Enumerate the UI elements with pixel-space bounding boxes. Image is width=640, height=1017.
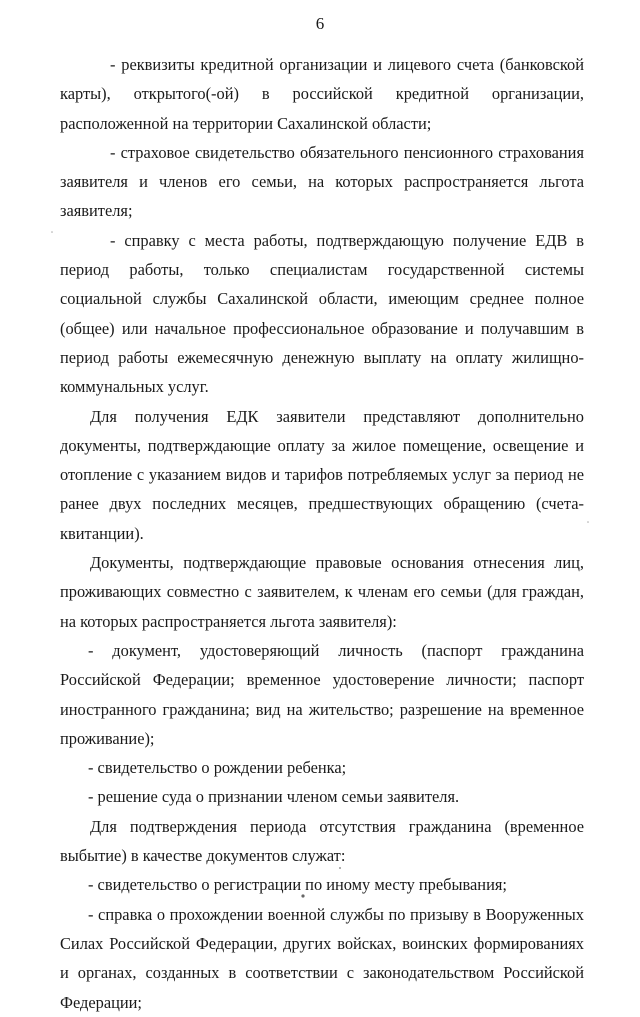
paragraph: - справка о прохождении военной службы по призыву в Вооруженных Силах Российской Федерации, других войсках, воинских формированиях и органах, созданных в соответствии с законодательством Российской Федерации; <box>60 904 584 1012</box>
paragraph: - реквизиты кредитной организации и лицевого счета (банковской карты), открытого(-ой) в российской кредитной организации, расположенной на территории Сахалинской области; <box>60 55 584 133</box>
paragraph: - документ, удостоверяющий личность (паспорт гражданина Российской Федерации; временное удостоверение личности; паспорт иностранного гражданина; вид на жительство; разрешение на временное проживание); <box>60 640 584 748</box>
paragraph: - свидетельство о регистрации по иному месту пребывания; <box>88 875 507 895</box>
paragraph: Документы, подтверждающие правовые основания отнесения лиц, проживающих совместно с заявителем, к членам его семьи (для граждан, на которых распространяется льгота заявителя): <box>60 553 584 631</box>
paragraph: Для получения ЕДК заявители представляют дополнительно документы, подтверждающие оплату за жилое помещение, освещение и отопление с указанием видов и тарифов потребляемых услуг за период не ранее двух последних месяцев, предшествующих обращению (счета-квитанции). <box>60 406 584 543</box>
paragraph: - свидетельство о рождении ребенка; <box>88 758 347 778</box>
paragraph: Для подтверждения периода отсутствия гражданина (временное выбытие) в качестве документов служат: <box>60 816 584 866</box>
page-number: 6 <box>315 14 325 33</box>
paragraph: - решение суда о признании членом семьи заявителя. <box>88 787 460 807</box>
paragraph: - страховое свидетельство обязательного пенсионного страхования заявителя и членов его семьи, на которых распространяется льгота заявителя; <box>60 142 584 221</box>
paragraph: - справку с места работы, подтверждающую получение ЕДВ в период работы, только специалистам государственной системы социальной службы Сахалинской области, имеющим среднее полное (общее) или начальное профессиональное образование и получавшим в период работы ежемесячную денежную выплату на оплату жилищно-коммунальных услуг. <box>60 230 584 397</box>
